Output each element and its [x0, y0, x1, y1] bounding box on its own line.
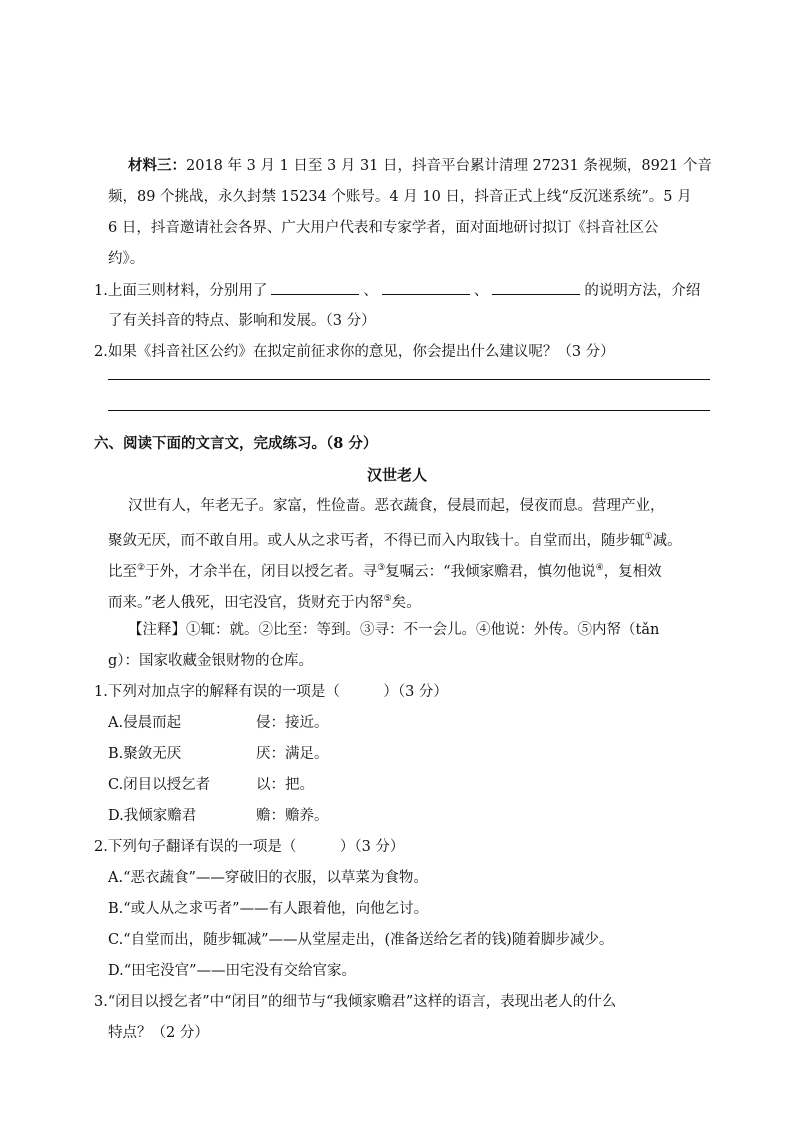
- mc1-stem: 1.下列对加点字的解释有误的一项是（ ）（3 分）: [94, 684, 448, 700]
- note-ref-1: ①: [644, 532, 653, 542]
- question-3-line-2: 特点？（2 分）: [108, 1025, 209, 1041]
- answer-blank-3[interactable]: [492, 280, 580, 295]
- mc2-option-c[interactable]: C.“自堂而出，随步辄减”——从堂屋走出，(准备送给乞者的钱)随着脚步减少。: [108, 932, 614, 948]
- question-3-line-1: 3.“闭目以授乞者”中“闭目”的细节与“我倾家赡君”这样的语言，表现出老人的什么: [94, 994, 617, 1010]
- note-ref-2: ②: [137, 563, 146, 573]
- notes-line-1: 【注释】①辄：就。②比至：等到。③寻：不一会儿。④他说：外传。⑤内帑（tǎn: [128, 622, 660, 638]
- mc2-option-a[interactable]: A.“恶衣蔬食”——穿破旧的衣服，以草菜为食物。: [108, 870, 428, 886]
- note-ref-5: ⑤: [383, 594, 392, 604]
- question-1-line-1: 1.上面三则材料，分别用了 、 、 的说明方法，介绍: [94, 280, 700, 301]
- note-ref-4: ④: [595, 563, 604, 573]
- answer-blank-2[interactable]: [382, 280, 470, 295]
- mc2-option-d[interactable]: D.“田宅没官”——田宅没有交给官家。: [108, 963, 357, 979]
- mc1-option-d[interactable]: D.我倾家赡君: [108, 808, 197, 824]
- mc1-option-b[interactable]: B.聚敛无厌: [108, 746, 182, 762]
- section-six-heading: 六、阅读下面的文言文，完成练习。（8 分）: [94, 435, 378, 452]
- material-three-line-2: 频，89 个挑战，永久封禁 15234 个账号。4 月 10 日，抖音正式上线“反沉迷系统”。5 月: [108, 189, 692, 205]
- material-three-label: 材料三：: [128, 157, 186, 174]
- mc1-gloss-b: 厌：满足。: [256, 746, 329, 762]
- passage-line-2: 聚敛无厌，而不敢自用。或人从之求丐者，不得已而入内取钱十。自堂而出，随步辄①减。: [108, 532, 682, 549]
- answer-line-1[interactable]: [108, 379, 710, 380]
- material-three-line-3: 6 日，抖音邀请社会各界、广大用户代表和专家学者，面对面地研讨拟订《抖音社区公: [108, 220, 659, 236]
- question-2: 2.如果《抖音社区公约》在拟定前征求你的意见，你会提出什么建议呢？（3 分）: [94, 344, 615, 360]
- notes-line-2: g）：国家收藏金银财物的仓库。: [108, 653, 314, 669]
- mc1-option-a[interactable]: A.侵晨而起: [108, 715, 182, 731]
- note-ref-3: ③: [377, 563, 386, 573]
- material-three-line-1: 材料三：2018 年 3 月 1 日至 3 月 31 日，抖音平台累计清理 27231 条视频，8921 个音: [128, 157, 712, 174]
- passage-title: 汉世老人: [366, 466, 427, 484]
- answer-blank-1[interactable]: [271, 280, 359, 295]
- passage-line-1: 汉世有人，年老无子。家富，性俭啬。恶衣蔬食，侵晨而起，侵夜而息。营理产业，: [128, 498, 665, 514]
- passage-line-4: 而来。”老人俄死，田宅没官，货财充于内帑⑤矣。: [108, 594, 421, 611]
- question-1-line-2: 了有关抖音的特点、影响和发展。（3 分）: [108, 313, 376, 329]
- mc2-option-b[interactable]: B.“或人从之求丐者”——有人跟着他，向他乞讨。: [108, 901, 429, 917]
- mc1-gloss-d: 赡：赡养。: [256, 808, 329, 824]
- mc1-gloss-c: 以：把。: [256, 777, 314, 793]
- passage-line-3: 比至②于外，才余半在，闭目以授乞者。寻③复嘱云：“我倾家赡君，慎勿他说④，复相效: [108, 563, 662, 580]
- mc2-stem: 2.下列句子翻译有误的一项是（ ）（3 分）: [94, 839, 405, 855]
- answer-line-2[interactable]: [108, 410, 710, 411]
- mc1-option-c[interactable]: C.闭目以授乞者: [108, 777, 211, 793]
- material-three-line-4: 约》。: [108, 251, 145, 267]
- mc1-gloss-a: 侵：接近。: [256, 715, 329, 731]
